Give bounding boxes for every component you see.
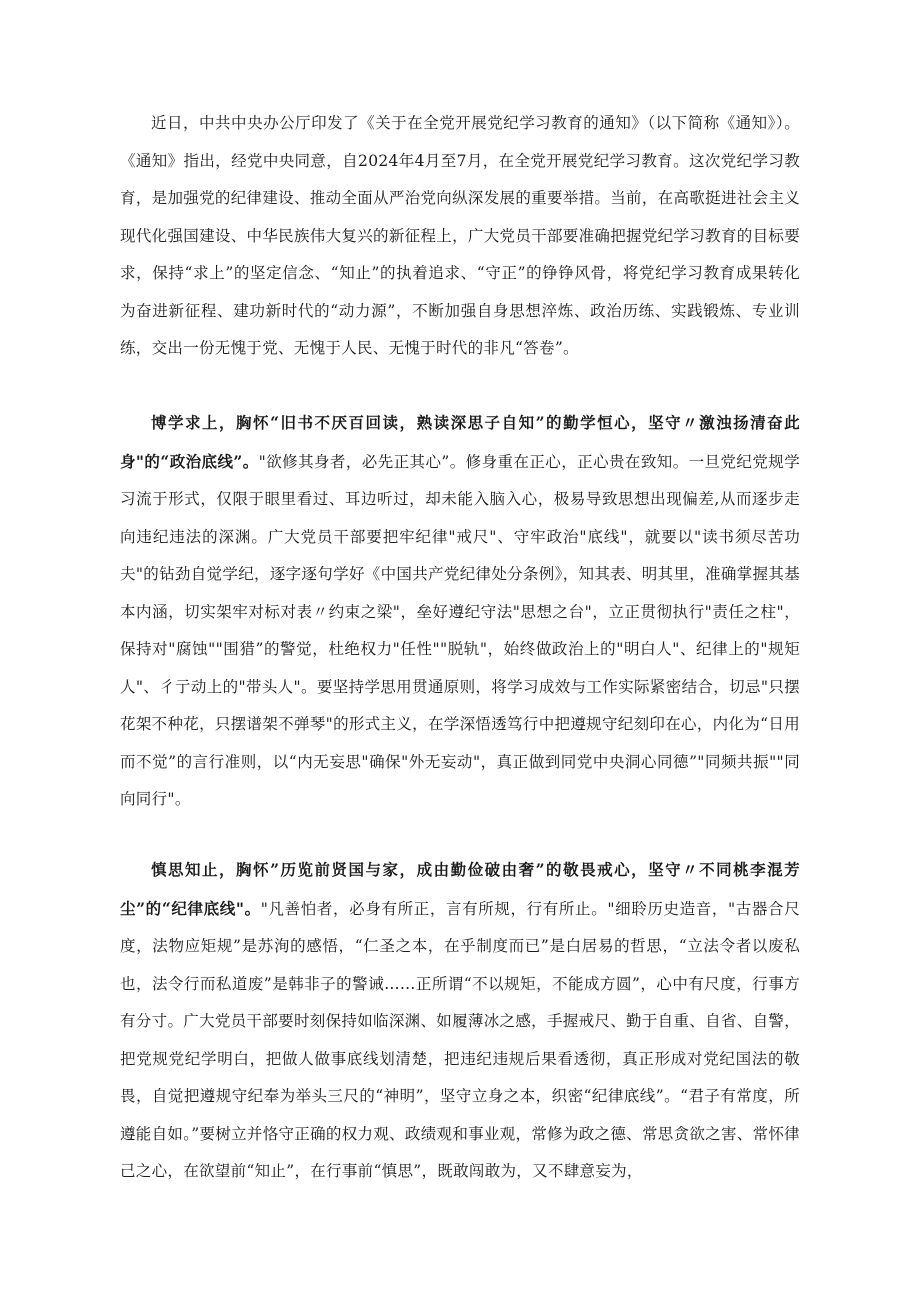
paragraph-text: 近日，中共中央办公厅印发了《关于在全党开展党纪学习教育的通知》（以下简称《通知》）。《通知》指出，经党中央同意，自2024年4月至7月，在全党开展党纪学习教育。这次党纪学习教育，是加强党的纪律建设、推动全面从严治党向纵深发展的重要举措。当前，在高歌挺进社会主义现代化强国建设、中华民族伟大复兴的新征程上，广大党员干部要准确把握党纪学习教育的目标要求，保持“求上”的坚定信念、“知止”的执着追求、“守正”的铮铮风骨，将党纪学习教育成果转化为奋进新征程、建功新时代的“动力源”，不断加强自身思想淬炼、政治历练、实践锻炼、专业训练，交出一份无愧于党、无愧于人民、无愧于时代的非凡“答卷”。 (120, 114, 800, 357)
paragraph-intro (120, 105, 800, 368)
paragraph-section-discipline (120, 851, 800, 1191)
section-heading: 慎思知止，胸怀”历览前贤国与家，成由勤俭破由奢”的敬畏戒心，坚守〃不同桃李混芳尘”的“纪律底线"。 (120, 860, 800, 918)
paragraph-section-study (120, 404, 800, 819)
paragraph-text: "凡善怕者，必身有所正，言有所规，行有所止。"细聆历史造音，"古器合尺度，法物应矩规”是苏洵的感悟，“仁圣之本，在乎制度而已”是白居易的哲思，“立法令者以废私也，法令行而私道废”是韩非子的警诫……正所谓“不以规矩，不能成方圆”，心中有尺度，行事方有分寸。广大党员干部要时刻保持如临深渊、如履薄冰之感，手握戒尺、勤于自重、自省、自警，把党规党纪学明白，把做人做事底线划清楚，把违纪违规后果看透彻，真正形成对党纪国法的敬畏，自觉把遵规守纪奉为举头三尺的“神明”，坚守立身之本，织密“纪律底线”。“君子有常度，所遵能自如。”要树立并恪守正确的权力观、政绩观和事业观，常修为政之德、常思贪欲之害、常怀律己之心，在欲望前“知止”，在行事前“慎思”，既敢闯敢为，又不肆意妄为， (120, 899, 800, 1180)
section-heading: 博学求上，胸怀“旧书不厌百回读，熟读深思子自知”的勤学恒心，坚守〃激浊扬清奋此身"的“政治底线”。 (120, 413, 800, 471)
paragraph-text: "欲修其身者，必先正其心”。修身重在正心，正心贵在致知。一旦党纪党规学习流于形式，仅限于眼里看过、耳边听过，却未能入脑入心，极易导致思想出现偏差,从而逐步走向违纪违法的深渊。广大党员干部要把牢纪律"戒尺"、守牢政治"底线"，就要以"读书须尽苦功夫"的钻劲自觉学纪，逐字逐句学好《中国共产党纪律处分条例》，知其表、明其里，准确掌握其基本内涵，切实架牢对标对表〃约束之梁"，垒好遵纪守法"思想之台"，立正贯彻执行"责任之柱"，保持对"腐蚀""围猎”的警觉，杜绝权力"任性""脱轨"，始终做政治上的"明白人"、纪律上的"规矩人"、彳亍动上的"带头人"。要坚持学思用贯通原则，将学习成效与工作实际紧密结合，切忌"只摆花架不种花，只摆谱架不弹琴"的形式主义，在学深悟透笃行中把遵规守纪刻印在心，内化为“日用而不觉”的言行准则，以“内无妄思"确保"外无妄动"，真正做到同党中央洞心同德”"同频共振""同向同行"。 (120, 452, 800, 808)
